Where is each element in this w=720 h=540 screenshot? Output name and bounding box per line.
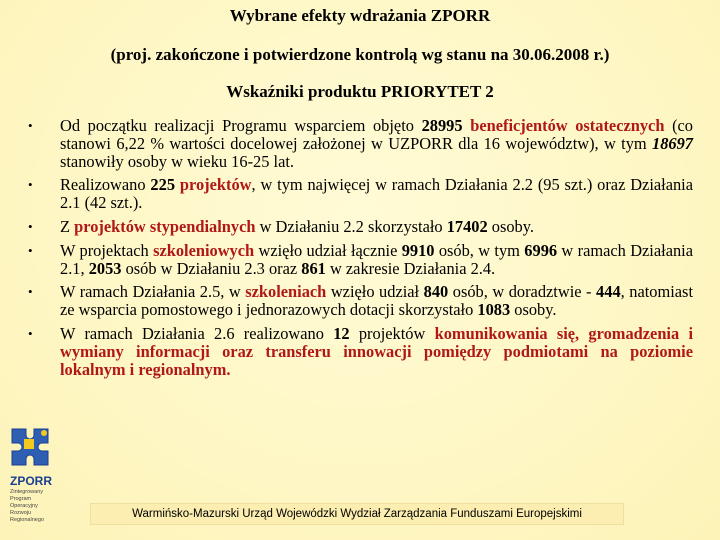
- slide-title: Wybrane efekty wdrażania ZPORR: [229, 6, 491, 25]
- bullet-text: W projektach: [60, 240, 154, 260]
- highlight-phrase: szkoleniach: [245, 282, 327, 302]
- highlight-number: 2053: [88, 258, 122, 278]
- highlight-number: 861: [301, 258, 326, 278]
- highlight-phrase: beneficjentów ostatecznych: [470, 116, 665, 135]
- bullet-item: [28, 176, 693, 212]
- highlight-number: 17402: [446, 216, 488, 236]
- bullet-text: osoby.: [487, 216, 534, 236]
- highlight-number: 18697: [652, 133, 693, 153]
- highlight-number: 9910: [401, 240, 435, 260]
- bullet-list: [28, 117, 693, 384]
- bullet-text: , natomiast ze wsparcia pomostowego i jednorazowych dotacji skorzystało: [60, 282, 693, 320]
- bullet-item: [28, 283, 693, 319]
- bullet-text: w Działaniu 2.2 skorzystało: [255, 216, 447, 236]
- bullet-text: W ramach Działania 2.6 realizowano: [60, 323, 334, 343]
- bullet-marker: •: [28, 242, 33, 258]
- bullet-text: stanowiły osoby w wieku 16-25 lat.: [60, 151, 294, 171]
- bullet-text: osób w Działaniu 2.3 oraz: [121, 258, 302, 278]
- bullet-marker: •: [28, 218, 33, 234]
- highlight-number: 12: [333, 323, 350, 343]
- bullet-text: wzięło udział: [326, 282, 424, 302]
- bullet-text: W ramach Działania 2.5, w: [60, 282, 246, 302]
- bullet-text: Realizowano: [60, 175, 151, 195]
- highlight-phrase: komunikowania się, gromadzenia i wymiany informacji oraz transferu innowacji pomiędzy podmiotami na poziomie lokalnym i regionalnym.: [60, 323, 694, 379]
- bullet-text: wzięło udział łącznie: [254, 240, 402, 260]
- bullet-text: osoby.: [510, 300, 557, 320]
- bullet-text: , w tym najwięcej w ramach Działania 2.2 (95 szt.) oraz Działania 2.1 (42 szt.).: [60, 175, 693, 213]
- highlight-number: 444: [596, 282, 621, 302]
- bullet-marker: •: [28, 118, 33, 133]
- highlight-number: 6996: [524, 240, 558, 260]
- bullet-text: osób, w tym: [434, 240, 525, 260]
- bullet-text: Z: [60, 216, 75, 236]
- slide-subtitle: (proj. zakończone i potwierdzone kontrolą wg stanu na 30.06.2008 r.): [110, 45, 610, 64]
- highlight-phrase: szkoleniowych: [153, 240, 255, 260]
- highlight-number: 225: [150, 175, 176, 195]
- highlight-phrase: projektów: [179, 175, 252, 195]
- bullet-item: [28, 218, 693, 236]
- bullet-marker: •: [28, 284, 33, 300]
- bullet-item: [28, 242, 693, 278]
- logo-name: ZPORR: [10, 474, 52, 488]
- bullet-text: (co stanowi 6,22 % wartości docelowej założonej w UZPORR dla 16 województw), w tym: [60, 116, 694, 153]
- bullet-text: Od początku realizacji Programu wsparciem objęto: [60, 116, 422, 135]
- bullet-text: projektów: [349, 323, 435, 343]
- bullet-text: osób, w doradztwie -: [448, 282, 597, 302]
- bullet-text: w ramach Działania 2.1,: [60, 240, 693, 278]
- bullet-text: w zakresie Działania 2.4.: [325, 258, 496, 278]
- section-heading: Wskaźniki produktu PRIORYTET 2: [226, 82, 494, 101]
- highlight-phrase: projektów stypendialnych: [74, 216, 256, 236]
- bullet-marker: •: [28, 177, 33, 193]
- bullet-item: [28, 325, 693, 378]
- highlight-number: 840: [423, 282, 449, 302]
- highlight-number: 1083: [477, 300, 511, 320]
- logo-subtitle: Zintegrowany Program Operacyjny Rozwoju Regionalnego: [10, 489, 44, 523]
- bullet-marker: •: [28, 325, 33, 341]
- bullet-item: [28, 117, 693, 170]
- highlight-number: 28995: [421, 116, 463, 135]
- footer-bar: Warmińsko-Mazurski Urząd Wojewódzki Wydział Zarządzania Funduszami Europejskimi: [90, 503, 624, 525]
